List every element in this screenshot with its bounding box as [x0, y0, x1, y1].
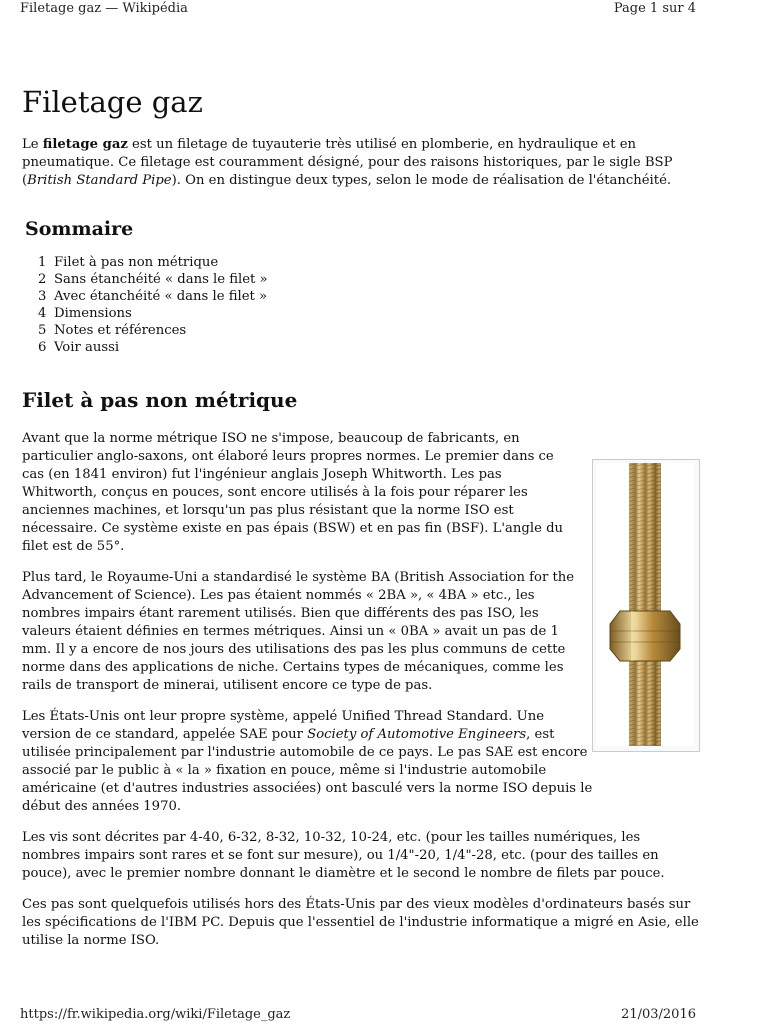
toc-item-4[interactable]	[38, 305, 702, 322]
paragraph-whitworth: Avant que la norme métrique ISO ne s'impose, beaucoup de fabricants, en particulier anglo-saxons, ont élaboré leurs propres normes. Le premier dans ce cas (en 1841 environ) fut l'ingénieur anglais Joseph Whitworth. Les pas Whitworth, conçus en pouces, sont encore utilisés à la fois pour réparer les anciennes machines, et lorsqu'un pas plus résistant que la norme ISO est nécessaire. Ce système existe en pas épais (BSW) et en pas fin (BSF). L'angle du filet est de 55°.	[22, 431, 564, 554]
article-content	[22, 84, 702, 963]
intro-mid: est un filetage de tuyauterie très utilisé en plomberie, en hydraulique et en pneumatique. Ce filetage est couramment désigné, pour des raisons historiques, par le sigle BSP (	[22, 137, 673, 188]
section-heading-filet: Filet à pas non métrique	[22, 388, 298, 412]
intro-pre: Le	[22, 137, 43, 152]
page-title: Filetage gaz	[22, 85, 203, 119]
print-footer	[20, 1007, 696, 1022]
table-of-contents	[25, 218, 702, 356]
toc-item-number: 3	[38, 289, 47, 304]
print-footer-date: 21/03/2016	[621, 1007, 696, 1022]
paragraph-screws: Les vis sont décrites par 4-40, 6-32, 8-32, 10-32, 10-24, etc. (pour les tailles numériques, les nombres impairs sont rares et se font sur mesure), ou 1/4"-20, 1/4"-28, etc. (pour des tailles en pouce), avec le premier nombre donnant le diamètre et le second le nombre de filets par pouce.	[22, 830, 665, 881]
print-header-page: Page 1 sur 4	[613, 1, 696, 16]
toc-list	[25, 254, 702, 356]
toc-item-number: 1	[38, 255, 47, 270]
print-header-title: Filetage gaz — Wikipédia	[20, 1, 188, 16]
intro-italic: British Standard Pipe	[27, 173, 172, 188]
print-header	[20, 1, 696, 16]
paragraph-sae	[22, 708, 597, 816]
paragraph-ibm: Ces pas sont quelquefois utilisés hors des États-Unis par des vieux modèles d'ordinateurs basés sur les spécifications de l'IBM PC. Depuis que l'essentiel de l'industrie informatique a migré en Asie, elle utilise la norme ISO.	[22, 897, 699, 948]
toc-item-3[interactable]	[38, 288, 702, 305]
toc-item-5[interactable]	[38, 322, 702, 339]
toc-item-2[interactable]	[38, 271, 702, 288]
toc-item-number: 5	[38, 323, 47, 338]
paragraph-ba: Plus tard, le Royaume-Uni a standardisé le système BA (British Association for the Advancement of Science). Les pas étaient nommés « 2BA », « 4BA » etc., les nombres impairs étant rarement utilisés. Bien que différents des pas ISO, les valeurs étaient définies en termes métriques. Ainsi un « 0BA » avait un pas de 1 mm. Il y a encore de nos jours des utilisations des pas les plus communs de cette norme dans des applications de niche. Certains types de mécaniques, comme les rails de transport de minerai, utilisent encore ce type de pas.	[22, 570, 575, 693]
toc-item-label[interactable]: Dimensions	[54, 306, 132, 321]
toc-item-6[interactable]	[38, 339, 702, 356]
sae-post: , est utilisée principalement par l'industrie automobile de ce pays. Le pas SAE est encore associé par le public à « la » fixation en pouce, même si l'industrie automobile américaine (et d'autres industries associées) ont basculé vers la norme ISO depuis le début des années 1970.	[22, 727, 593, 814]
toc-item-label[interactable]: Voir aussi	[54, 340, 120, 355]
threaded-rod-illustration	[596, 463, 694, 746]
toc-item-label[interactable]: Notes et références	[54, 323, 187, 338]
toc-title: Sommaire	[25, 218, 134, 240]
intro-bold: filetage gaz	[42, 137, 128, 152]
threaded-rod-image[interactable]	[592, 459, 700, 752]
intro-paragraph	[22, 136, 702, 190]
toc-item-label[interactable]: Sans étanchéité « dans le filet »	[54, 272, 268, 287]
sae-pre: Les États-Unis ont leur propre système, appelé Unified Thread Standard. Une version de ce standard, appelée SAE pour	[22, 709, 545, 742]
intro-post: ). On en distingue deux types, selon le mode de réalisation de l'étanchéité.	[171, 173, 672, 188]
toc-item-number: 4	[38, 306, 47, 321]
toc-item-1[interactable]	[38, 254, 702, 271]
print-footer-url[interactable]: https://fr.wikipedia.org/wiki/Filetage_gaz	[20, 1007, 291, 1022]
toc-item-number: 6	[38, 340, 47, 355]
toc-item-number: 2	[38, 272, 47, 287]
toc-item-label[interactable]: Avec étanchéité « dans le filet »	[54, 289, 268, 304]
sae-italic: Society of Automotive Engineers	[307, 727, 527, 742]
toc-item-label[interactable]: Filet à pas non métrique	[54, 255, 219, 270]
